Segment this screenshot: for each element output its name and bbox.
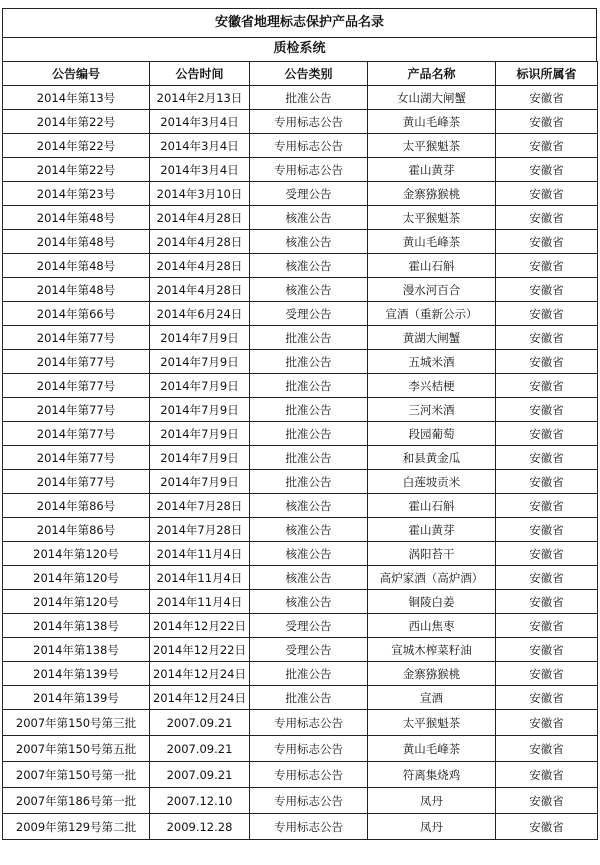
cell-notice-date: 2014年7月28日 xyxy=(150,494,250,518)
cell-notice-number: 2014年第22号 xyxy=(3,158,150,182)
cell-province: 安徽省 xyxy=(496,254,598,278)
cell-province: 安徽省 xyxy=(496,788,598,814)
cell-province: 安徽省 xyxy=(496,86,598,110)
cell-notice-date: 2014年4月28日 xyxy=(150,230,250,254)
cell-province: 安徽省 xyxy=(496,158,598,182)
cell-product-name: 凤丹 xyxy=(368,814,496,840)
cell-product-name: 霍山黄芽 xyxy=(368,518,496,542)
cell-product-name: 西山焦枣 xyxy=(368,614,496,638)
cell-notice-date: 2014年12月24日 xyxy=(150,686,250,710)
cell-notice-number: 2014年第66号 xyxy=(3,302,150,326)
table-row xyxy=(3,182,598,206)
cell-notice-number: 2007年第150号第三批 xyxy=(3,710,150,736)
cell-notice-date: 2014年7月9日 xyxy=(150,470,250,494)
cell-notice-type: 专用标志公告 xyxy=(250,158,368,182)
cell-product-name: 太平猴魁茶 xyxy=(368,710,496,736)
cell-notice-date: 2014年7月28日 xyxy=(150,518,250,542)
cell-notice-number: 2014年第138号 xyxy=(3,638,150,662)
cell-notice-number: 2014年第77号 xyxy=(3,470,150,494)
table-header-row xyxy=(3,62,598,86)
table-row xyxy=(3,614,598,638)
cell-notice-date: 2014年3月4日 xyxy=(150,110,250,134)
cell-product-name: 太平猴魁茶 xyxy=(368,206,496,230)
column-header-notice-type: 公告类别 xyxy=(250,62,368,86)
cell-notice-type: 核准公告 xyxy=(250,590,368,614)
document-title: 安徽省地理标志保护产品名录 xyxy=(2,8,597,37)
cell-product-name: 段园葡萄 xyxy=(368,422,496,446)
cell-notice-type: 批准公告 xyxy=(250,470,368,494)
table-row xyxy=(3,494,598,518)
cell-province: 安徽省 xyxy=(496,614,598,638)
cell-province: 安徽省 xyxy=(496,494,598,518)
cell-product-name: 黄山毛峰茶 xyxy=(368,110,496,134)
table-row xyxy=(3,326,598,350)
cell-notice-type: 核准公告 xyxy=(250,230,368,254)
cell-notice-date: 2014年11月4日 xyxy=(150,542,250,566)
cell-notice-date: 2014年11月4日 xyxy=(150,566,250,590)
cell-province: 安徽省 xyxy=(496,302,598,326)
cell-notice-number: 2014年第48号 xyxy=(3,206,150,230)
table-row xyxy=(3,254,598,278)
cell-notice-type: 受理公告 xyxy=(250,182,368,206)
cell-province: 安徽省 xyxy=(496,398,598,422)
cell-notice-number: 2014年第120号 xyxy=(3,590,150,614)
cell-notice-type: 专用标志公告 xyxy=(250,736,368,762)
cell-notice-number: 2014年第86号 xyxy=(3,518,150,542)
cell-notice-number: 2007年第150号第一批 xyxy=(3,762,150,788)
cell-province: 安徽省 xyxy=(496,686,598,710)
cell-notice-number: 2014年第120号 xyxy=(3,542,150,566)
table-row xyxy=(3,230,598,254)
cell-notice-number: 2014年第139号 xyxy=(3,662,150,686)
table-row xyxy=(3,422,598,446)
table-row xyxy=(3,542,598,566)
cell-notice-type: 批准公告 xyxy=(250,398,368,422)
cell-province: 安徽省 xyxy=(496,736,598,762)
cell-product-name: 黄山毛峰茶 xyxy=(368,736,496,762)
cell-notice-type: 批准公告 xyxy=(250,686,368,710)
cell-notice-date: 2014年12月24日 xyxy=(150,662,250,686)
cell-province: 安徽省 xyxy=(496,638,598,662)
products-table xyxy=(2,61,598,840)
cell-province: 安徽省 xyxy=(496,110,598,134)
cell-notice-type: 受理公告 xyxy=(250,614,368,638)
cell-notice-type: 专用标志公告 xyxy=(250,788,368,814)
cell-notice-number: 2014年第77号 xyxy=(3,374,150,398)
cell-notice-date: 2014年3月10日 xyxy=(150,182,250,206)
cell-province: 安徽省 xyxy=(496,762,598,788)
table-row xyxy=(3,398,598,422)
cell-notice-type: 批准公告 xyxy=(250,446,368,470)
table-row xyxy=(3,470,598,494)
cell-notice-type: 核准公告 xyxy=(250,254,368,278)
cell-province: 安徽省 xyxy=(496,814,598,840)
table-row xyxy=(3,762,598,788)
cell-notice-number: 2014年第77号 xyxy=(3,422,150,446)
cell-product-name: 高炉家酒（高炉酒） xyxy=(368,566,496,590)
table-row xyxy=(3,710,598,736)
cell-notice-number: 2014年第77号 xyxy=(3,350,150,374)
cell-province: 安徽省 xyxy=(496,350,598,374)
table-row xyxy=(3,350,598,374)
cell-province: 安徽省 xyxy=(496,374,598,398)
cell-notice-number: 2014年第139号 xyxy=(3,686,150,710)
cell-product-name: 白莲坡贡米 xyxy=(368,470,496,494)
cell-notice-type: 核准公告 xyxy=(250,566,368,590)
cell-province: 安徽省 xyxy=(496,206,598,230)
cell-notice-type: 专用标志公告 xyxy=(250,814,368,840)
table-row xyxy=(3,374,598,398)
cell-province: 安徽省 xyxy=(496,278,598,302)
cell-notice-type: 批准公告 xyxy=(250,326,368,350)
cell-notice-number: 2007年第150号第五批 xyxy=(3,736,150,762)
cell-product-name: 符离集烧鸡 xyxy=(368,762,496,788)
cell-notice-date: 2014年12月22日 xyxy=(150,638,250,662)
cell-notice-type: 核准公告 xyxy=(250,518,368,542)
cell-notice-number: 2014年第86号 xyxy=(3,494,150,518)
table-body xyxy=(3,86,598,840)
cell-product-name: 金寨猕猴桃 xyxy=(368,182,496,206)
cell-product-name: 霍山石斛 xyxy=(368,254,496,278)
cell-notice-type: 核准公告 xyxy=(250,542,368,566)
cell-notice-type: 受理公告 xyxy=(250,302,368,326)
column-header-province: 标识所属省 xyxy=(496,62,598,86)
cell-notice-date: 2014年7月9日 xyxy=(150,374,250,398)
table-row xyxy=(3,590,598,614)
table-row xyxy=(3,86,598,110)
cell-notice-date: 2014年12月22日 xyxy=(150,614,250,638)
cell-product-name: 凤丹 xyxy=(368,788,496,814)
cell-notice-type: 批准公告 xyxy=(250,662,368,686)
cell-notice-number: 2014年第48号 xyxy=(3,230,150,254)
cell-notice-date: 2014年7月9日 xyxy=(150,350,250,374)
cell-notice-date: 2007.09.21 xyxy=(150,762,250,788)
cell-province: 安徽省 xyxy=(496,470,598,494)
cell-product-name: 女山湖大闸蟹 xyxy=(368,86,496,110)
cell-notice-number: 2014年第13号 xyxy=(3,86,150,110)
table-row xyxy=(3,788,598,814)
cell-notice-date: 2014年2月13日 xyxy=(150,86,250,110)
cell-notice-date: 2014年3月4日 xyxy=(150,158,250,182)
cell-notice-number: 2014年第138号 xyxy=(3,614,150,638)
cell-notice-date: 2014年4月28日 xyxy=(150,206,250,230)
cell-notice-type: 核准公告 xyxy=(250,206,368,230)
cell-product-name: 三河米酒 xyxy=(368,398,496,422)
cell-product-name: 五城米酒 xyxy=(368,350,496,374)
cell-notice-type: 专用标志公告 xyxy=(250,110,368,134)
cell-province: 安徽省 xyxy=(496,542,598,566)
cell-product-name: 李兴桔梗 xyxy=(368,374,496,398)
cell-notice-type: 专用标志公告 xyxy=(250,134,368,158)
cell-notice-number: 2009年第129号第二批 xyxy=(3,814,150,840)
column-header-product-name: 产品名称 xyxy=(368,62,496,86)
cell-notice-type: 专用标志公告 xyxy=(250,762,368,788)
cell-notice-type: 专用标志公告 xyxy=(250,710,368,736)
cell-product-name: 黄山毛峰茶 xyxy=(368,230,496,254)
cell-product-name: 铜陵白姜 xyxy=(368,590,496,614)
cell-province: 安徽省 xyxy=(496,182,598,206)
cell-product-name: 霍山黄芽 xyxy=(368,158,496,182)
cell-product-name: 金寨猕猴桃 xyxy=(368,662,496,686)
document-subtitle: 质检系统 xyxy=(2,37,597,61)
cell-product-name: 宣酒（重新公示） xyxy=(368,302,496,326)
cell-notice-date: 2007.09.21 xyxy=(150,736,250,762)
cell-province: 安徽省 xyxy=(496,590,598,614)
cell-notice-date: 2014年7月9日 xyxy=(150,446,250,470)
table-row xyxy=(3,158,598,182)
cell-notice-type: 批准公告 xyxy=(250,422,368,446)
cell-province: 安徽省 xyxy=(496,662,598,686)
cell-notice-number: 2007年第186号第一批 xyxy=(3,788,150,814)
column-header-notice-date: 公告时间 xyxy=(150,62,250,86)
cell-product-name: 宣城木榨菜籽油 xyxy=(368,638,496,662)
cell-province: 安徽省 xyxy=(496,446,598,470)
cell-notice-date: 2009.12.28 xyxy=(150,814,250,840)
cell-province: 安徽省 xyxy=(496,134,598,158)
cell-province: 安徽省 xyxy=(496,326,598,350)
cell-notice-date: 2014年6月24日 xyxy=(150,302,250,326)
cell-product-name: 霍山石斛 xyxy=(368,494,496,518)
cell-notice-number: 2014年第22号 xyxy=(3,110,150,134)
table-row xyxy=(3,518,598,542)
cell-notice-date: 2007.12.10 xyxy=(150,788,250,814)
table-row xyxy=(3,686,598,710)
table-row xyxy=(3,302,598,326)
cell-notice-number: 2014年第77号 xyxy=(3,446,150,470)
cell-province: 安徽省 xyxy=(496,422,598,446)
cell-notice-type: 批准公告 xyxy=(250,350,368,374)
table-row xyxy=(3,110,598,134)
cell-province: 安徽省 xyxy=(496,230,598,254)
cell-notice-date: 2014年7月9日 xyxy=(150,422,250,446)
table-row xyxy=(3,814,598,840)
cell-notice-number: 2014年第22号 xyxy=(3,134,150,158)
cell-notice-date: 2014年7月9日 xyxy=(150,398,250,422)
column-header-notice-number: 公告编号 xyxy=(3,62,150,86)
table-row xyxy=(3,278,598,302)
cell-notice-type: 批准公告 xyxy=(250,86,368,110)
cell-notice-type: 受理公告 xyxy=(250,638,368,662)
table-row xyxy=(3,736,598,762)
cell-notice-date: 2014年11月4日 xyxy=(150,590,250,614)
cell-notice-type: 核准公告 xyxy=(250,278,368,302)
cell-notice-type: 核准公告 xyxy=(250,494,368,518)
cell-notice-date: 2014年4月28日 xyxy=(150,254,250,278)
table-row xyxy=(3,638,598,662)
cell-province: 安徽省 xyxy=(496,710,598,736)
cell-notice-number: 2014年第120号 xyxy=(3,566,150,590)
cell-notice-date: 2014年4月28日 xyxy=(150,278,250,302)
table-row xyxy=(3,206,598,230)
cell-province: 安徽省 xyxy=(496,518,598,542)
cell-notice-type: 批准公告 xyxy=(250,374,368,398)
cell-product-name: 太平猴魁茶 xyxy=(368,134,496,158)
cell-province: 安徽省 xyxy=(496,566,598,590)
cell-notice-number: 2014年第23号 xyxy=(3,182,150,206)
table-row xyxy=(3,566,598,590)
cell-notice-date: 2014年7月9日 xyxy=(150,326,250,350)
table-row xyxy=(3,446,598,470)
cell-product-name: 宣酒 xyxy=(368,686,496,710)
cell-product-name: 漫水河百合 xyxy=(368,278,496,302)
cell-notice-number: 2014年第48号 xyxy=(3,278,150,302)
cell-notice-date: 2014年3月4日 xyxy=(150,134,250,158)
cell-product-name: 和县黄金瓜 xyxy=(368,446,496,470)
table-row xyxy=(3,662,598,686)
table-row xyxy=(3,134,598,158)
cell-product-name: 涡阳苔干 xyxy=(368,542,496,566)
cell-notice-date: 2007.09.21 xyxy=(150,710,250,736)
cell-notice-number: 2014年第48号 xyxy=(3,254,150,278)
cell-notice-number: 2014年第77号 xyxy=(3,398,150,422)
cell-notice-number: 2014年第77号 xyxy=(3,326,150,350)
cell-product-name: 黄湖大闸蟹 xyxy=(368,326,496,350)
